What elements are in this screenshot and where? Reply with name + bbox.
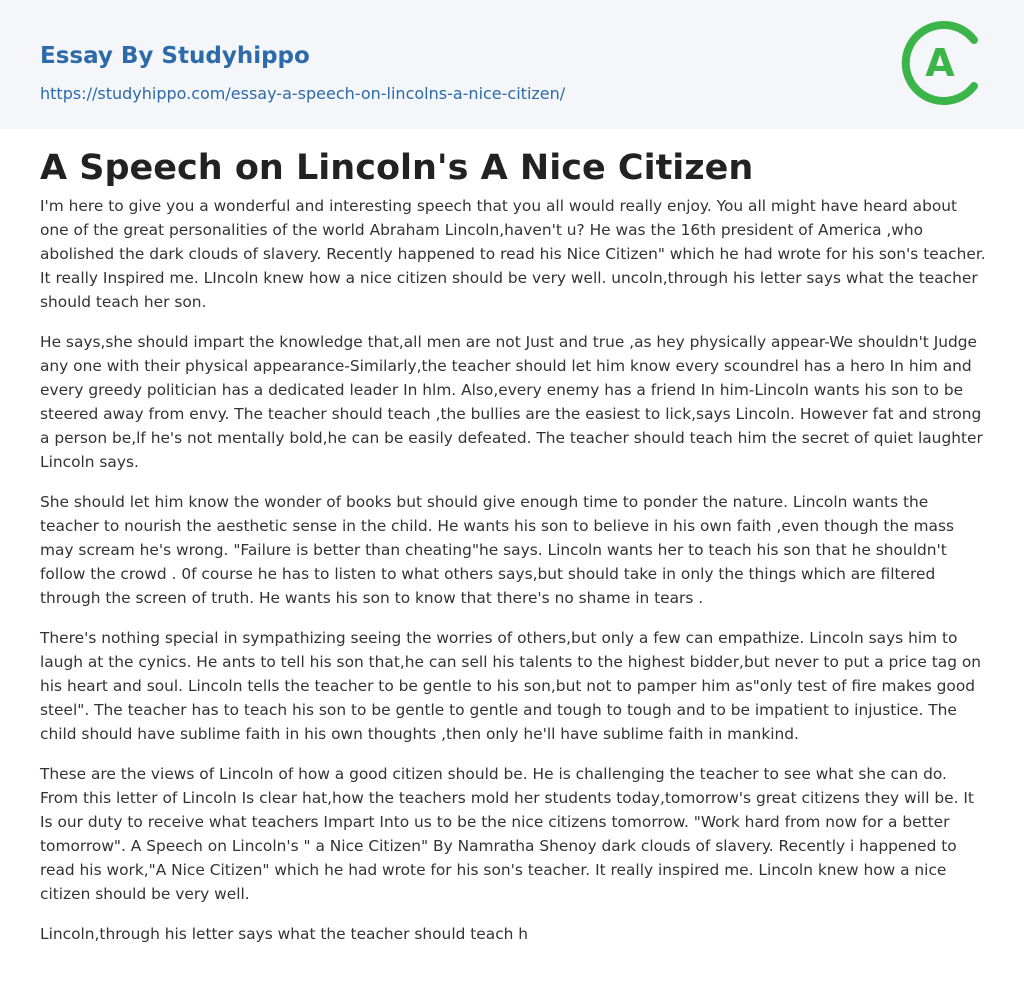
page-title: A Speech on Lincoln's A Nice Citizen bbox=[40, 148, 754, 188]
site-header bbox=[0, 0, 1024, 129]
paragraph-6: Lincoln,through his letter says what the teacher should teach h bbox=[40, 925, 529, 943]
page-url-link[interactable]: https://studyhippo.com/essay-a-speech-on-lincolns-a-nice-citizen/ bbox=[40, 84, 566, 103]
paragraph-5: These are the views of Lincoln of how a good citizen should be. He is challenging the teacher to see what she can do. From this letter of Lincoln Is clear hat,how the teachers mold her students today,tomorrow's great citizens they will be. It Is our duty to receive what teachers Impart Into us to be the nice citizens tomorrow. "Work hard from now for a better tomorrow". A Speech on Lincoln's " a Nice Citizen" By Namratha Shenoy dark clouds of slavery. Recently i happened to read his work,"A Nice Citizen" which he had wrote for his son's teacher. It really inspired me. Lincoln knew how a nice citizen should be very well. bbox=[40, 765, 974, 903]
article-body bbox=[40, 194, 988, 962]
paragraph-4: There's nothing special in sympathizing seeing the worries of others,but only a few can empathize. Lincoln says him to laugh at the cynics. He ants to tell his son that,he can sell his talents to the highest bidder,but never to put a price tag on his heart and soul. Lincoln tells the teacher to be gentle to his son,but not to pamper him as"only test of fire makes good steel". The teacher has to teach his son to be gentle to gentle and tough to tough and to be impatient to injustice. The child should have sublime faith in his own thoughts ,then only he'll have sublime faith in mankind. bbox=[40, 629, 982, 743]
paragraph-2: He says,she should impart the knowledge that,all men are not Just and true ,as hey physically appear-We shouldn't Judge any one with their physical appearance-Similarly,the teacher should let him know every scoundrel has a hero In him and every greedy politician has a dedicated leader In hlm. Also,every enemy has a friend In him-Lincoln wants his son to be steered away from envy. The teacher should teach ,the bullies are the easiest to lick,says Lincoln. However fat and strong a person be,lf he's not mentally bold,he can be easily defeated. The teacher should teach him the secret of quiet laughter Lincoln says. bbox=[40, 333, 983, 471]
logo-letter: A bbox=[925, 41, 955, 85]
paragraph-1: I'm here to give you a wonderful and interesting speech that you all would really enjoy. You all might have heard about one of the great personalities of the world Abraham Lincoln,haven't u? He was the 16th president of America ,who abolished the dark clouds of slavery. Recently happened to read his Nice Citizen" which he had wrote for his son's teacher. It really Inspired me. LIncoln knew how a nice citizen should be very well. uncoln,through his letter says what the teacher should teach her son. bbox=[40, 197, 986, 311]
paragraph-3: She should let him know the wonder of books but should give enough time to ponder the nature. Lincoln wants the teacher to nourish the aesthetic sense in the child. He wants his son to believe in his own faith ,even though the mass may scream he's wrong. "Failure is better than cheating"he says. Lincoln wants her to teach his son that he shouldn't follow the crowd . 0f course he has to listen to what others says,but should take in only the things which are filtered through the screen of truth. He wants his son to know that there's no shame in tears . bbox=[40, 493, 955, 607]
studyhippo-logo-icon[interactable] bbox=[898, 20, 986, 106]
site-title[interactable]: Essay By Studyhippo bbox=[40, 43, 310, 69]
